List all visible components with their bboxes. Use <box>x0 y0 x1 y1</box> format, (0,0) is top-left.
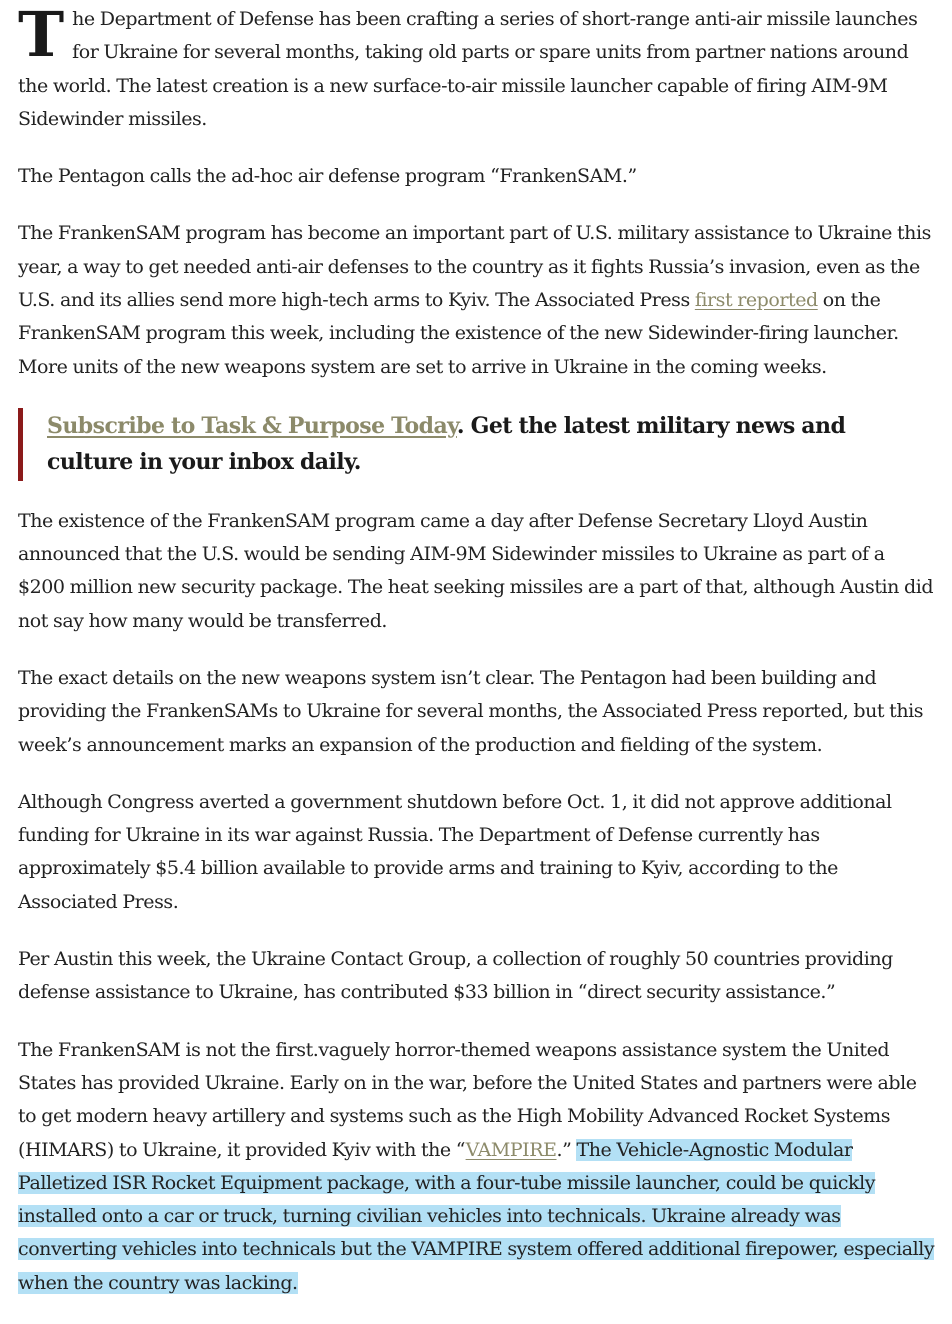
paragraph-text: .” <box>556 1138 577 1161</box>
paragraph-program-importance <box>18 217 936 383</box>
paragraph-text: on the FrankenSAM program this week, including the existence of the new Sidewinder-firing launcher. More units of the new weapons system are set to arrive in Ukraine in the coming weeks. <box>18 289 899 378</box>
first-reported-link[interactable]: first reported <box>694 289 818 312</box>
paragraph-text: The FrankenSAM program has become an important part of U.S. military assistance to Ukraine this year, a way to get needed anti-air defenses to the country as it fights Russia’s invasion, even as the U.S. and its allies send more high-tech arms to Kyiv. The Associated Press <box>18 222 931 312</box>
subscribe-link[interactable]: Subscribe to Task & Purpose Today <box>47 412 457 439</box>
newsletter-callout <box>18 408 936 481</box>
paragraph-vampire <box>18 1034 936 1300</box>
selected-text-highlight[interactable]: The Vehicle-Agnostic Modular Palletized ISR Rocket Equipment package, with a four-tube missile launcher, could be quickly installed onto a car or truck, turning civilian vehicles into technicals. Ukraine already was converting vehicles into technicals but the VAMPIRE system offered additional firepower, especially when the country was lacking. <box>18 1138 935 1294</box>
paragraph-intro-text: he Department of Defense has been crafting a series of short-range anti-air missile launches for Ukraine for several months, taking old parts or spare units from partner nations around the world. The latest creation is a new surface-to-air missile launcher capable of firing AIM-9M Sidewinder missiles. <box>18 8 918 130</box>
paragraph-exact-details: The exact details on the new weapons system isn’t clear. The Pentagon had been building and providing the FrankenSAMs to Ukraine for several months, the Associated Press reported, but this week’s announcement marks an expansion of the production and fielding of the system. <box>18 666 924 756</box>
callout-text: . Get the latest military news and culture in your inbox daily. <box>47 412 846 476</box>
paragraph-congress-funding: Although Congress averted a government shutdown before Oct. 1, it did not approve additional funding for Ukraine in its war against Russia. The Department of Defense currently has approximately $5.4 billion available to provide arms and training to Kyiv, according to the Associated Press. <box>18 790 892 913</box>
article-body <box>18 0 936 1324</box>
paragraph-frankensam-name: The Pentagon calls the ad-hoc air defense program “FrankenSAM.” <box>18 165 637 188</box>
drop-cap: T <box>18 0 65 71</box>
paragraph-intro <box>18 0 936 136</box>
vampire-link[interactable]: VAMPIRE <box>465 1138 557 1161</box>
paragraph-austin-announcement: The existence of the FrankenSAM program came a day after Defense Secretary Lloyd Austin announced that the U.S. would be sending AIM-9M Sidewinder missiles to Ukraine as part of a $200 million new security package. The heat seeking missiles are a part of that, although Austin did not say how many would be transferred. <box>18 509 934 632</box>
paragraph-text: The FrankenSAM is not the first.vaguely horror-themed weapons assistance system the United States has provided Ukraine. Early on in the war, before the United States and partners were able to get modern heavy artillery and systems such as the High Mobility Advanced Rocket Systems (HIMARS) to Ukraine, it provided Kyiv with the “ <box>18 1038 917 1161</box>
paragraph-contact-group: Per Austin this week, the Ukraine Contact Group, a collection of roughly 50 countries providing defense assistance to Ukraine, has contributed $33 billion in “direct security assistance.” <box>18 948 893 1004</box>
